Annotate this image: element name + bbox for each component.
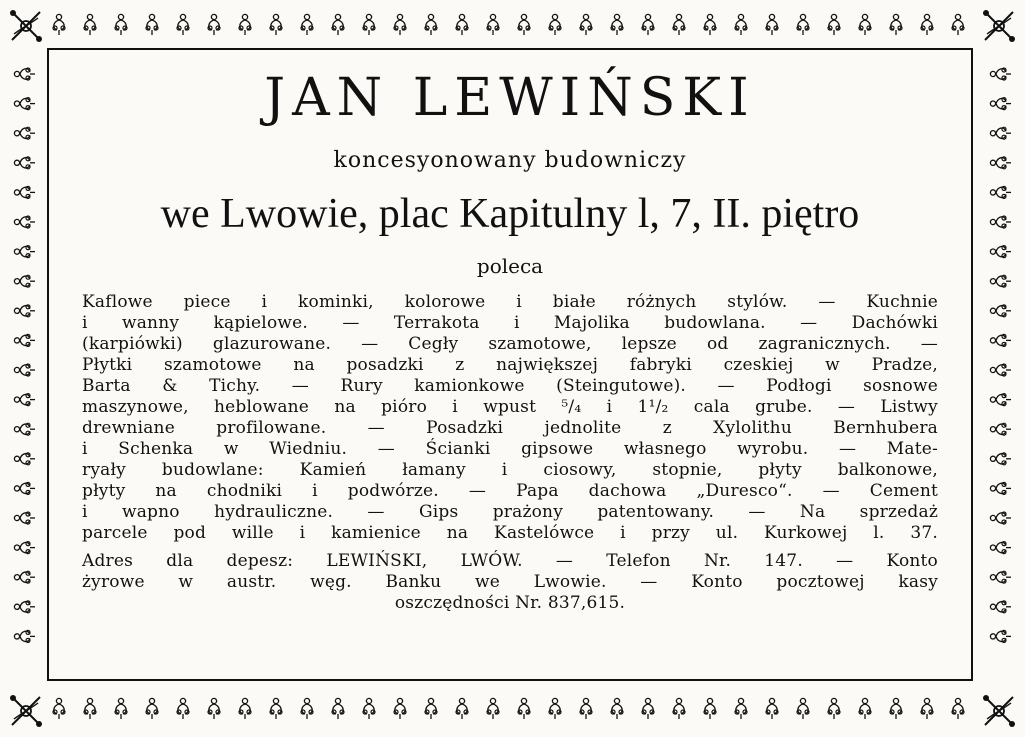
fleuron-icon [14,68,35,80]
text-line: Barta & Tichy. — Rury kamionkowe (Steingutowe). — Podłogi sosnowe [82,376,938,396]
profession-line: koncesyonowany budowniczy [333,148,687,173]
fleuron-icon [642,14,654,35]
fleuron-icon [53,698,65,719]
fleuron-icon [859,698,871,719]
fleuron-icon [14,482,35,494]
fleuron-icon [990,216,1011,228]
fleuron-icon [14,334,35,346]
fleuron-icon [332,14,344,35]
fleuron-icon [952,14,964,35]
fleuron-icon [146,14,158,35]
fleuron-icon [14,127,35,139]
fleuron-icon [14,512,35,524]
fleuron-icon [921,698,933,719]
fleuron-icon [14,630,35,642]
corner-flourish-icon [10,695,42,727]
fleuron-icon [115,14,127,35]
product-list [82,292,938,614]
text-line: Płytki szamotowe na posadzki z największej fabryki czeskiej w Pradze, [82,355,938,375]
fleuron-icon [208,698,220,719]
text-line: ryały budowlane: Kamień łamany i ciosowy, stopnie, płyty balkonowe, [82,460,938,480]
fleuron-icon [239,14,251,35]
contact-line: oszczędności Nr. 837,615. [394,593,626,613]
fleuron-icon [990,394,1011,406]
text-line: i wapno hydrauliczne. — Gips prażony patentowany. — Na sprzedaż [82,502,938,522]
fleuron-icon [14,157,35,169]
fleuron-icon [456,698,468,719]
fleuron-icon [990,571,1011,583]
fleuron-icon [611,698,623,719]
fleuron-icon [642,698,654,719]
fleuron-icon [14,571,35,583]
recommends-line: poleca [476,254,544,278]
fleuron-icon [14,246,35,258]
fleuron-icon [239,698,251,719]
fleuron-icon [394,14,406,35]
fleuron-icon [14,216,35,228]
fleuron-icon [487,14,499,35]
fleuron-icon [549,14,561,35]
fleuron-icon [14,453,35,465]
text-line: (karpiówki) glazurowane. — Cegły szamotowe, lepsze od zagranicznych. — [82,334,938,354]
fleuron-icon [704,14,716,35]
text-line: i wanny kąpielowe. — Terrakota i Majolika budowlana. — Dachówki [82,313,938,333]
fleuron-icon [735,698,747,719]
fleuron-icon [828,698,840,719]
fleuron-icon [518,698,530,719]
fleuron-icon [990,246,1011,258]
fleuron-icon [14,186,35,198]
fleuron-icon [332,698,344,719]
fleuron-icon [14,275,35,287]
fleuron-icon [270,698,282,719]
fleuron-icon [580,698,592,719]
fleuron-icon [456,14,468,35]
fleuron-icon [301,698,313,719]
fleuron-icon [990,482,1011,494]
fleuron-icon [990,453,1011,465]
fleuron-icon [14,394,35,406]
text-line: Kaflowe piece i kominki, kolorowe i białe różnych stylów. — Kuchnie [82,292,938,312]
fleuron-icon [425,698,437,719]
contact-line: Adres dla depesz: LEWIŃSKI, LWÓW. — Telefon Nr. 147. — Konto [82,551,938,571]
contact-line: żyrowe w austr. węg. Banku we Lwowie. — Konto pocztowej kasy [82,572,938,592]
fleuron-icon [859,14,871,35]
fleuron-icon [394,698,406,719]
fleuron-icon [14,601,35,613]
text-line: i Schenka w Wiedniu. — Ścianki gipsowe własnego wyrobu. — Mate- [82,439,938,459]
fleuron-icon [990,512,1011,524]
corner-flourish-icon [983,10,1015,42]
text-line: płyty na chodniki i podwórze. — Papa dachowa „Duresco“. — Cement [82,481,938,501]
fleuron-icon [673,14,685,35]
fleuron-icon [990,157,1011,169]
section-gap [82,544,938,551]
fleuron-icon [14,423,35,435]
fleuron-icon [208,14,220,35]
fleuron-icon [797,14,809,35]
fleuron-icon [990,186,1011,198]
fleuron-icon [115,698,127,719]
fleuron-icon [990,630,1011,642]
fleuron-icon [673,698,685,719]
fleuron-icon [990,127,1011,139]
fleuron-icon [990,364,1011,376]
fleuron-icon [990,275,1011,287]
fleuron-icon [890,14,902,35]
fleuron-icon [14,305,35,317]
fleuron-icon [704,698,716,719]
fleuron-icon [14,98,35,110]
fleuron-icon [990,334,1011,346]
fleuron-icon [14,542,35,554]
fleuron-icon [146,698,158,719]
text-line: maszynowe, heblowane na pióro i wpust ⁵/₄ i 1¹/₂ cala grube. — Listwy [82,397,938,417]
address-line: we Lwowie, plac Kapitulny l, 7, II. piętro [160,191,860,237]
fleuron-icon [363,14,375,35]
fleuron-icon [990,601,1011,613]
fleuron-icon [990,68,1011,80]
fleuron-icon [301,14,313,35]
advertiser-name: JAN LEWIŃSKI [264,68,756,128]
fleuron-icon [611,14,623,35]
fleuron-icon [53,14,65,35]
corner-flourish-icon [983,695,1015,727]
fleuron-icon [14,364,35,376]
fleuron-icon [177,698,189,719]
fleuron-icon [990,98,1011,110]
fleuron-icon [487,698,499,719]
fleuron-icon [952,698,964,719]
fleuron-icon [84,14,96,35]
fleuron-icon [84,698,96,719]
fleuron-icon [580,14,592,35]
text-line: parcele pod wille i kamienice na Kastelówce i przy ul. Kurkowej l. 37. [82,523,938,543]
fleuron-icon [766,14,778,35]
fleuron-icon [797,698,809,719]
fleuron-icon [990,423,1011,435]
fleuron-icon [828,14,840,35]
fleuron-icon [363,698,375,719]
fleuron-icon [177,14,189,35]
text-line: drewniane profilowane. — Posadzki jednolite z Xylolithu Bernhubera [82,418,938,438]
fleuron-icon [549,698,561,719]
fleuron-icon [990,542,1011,554]
corner-flourish-icon [10,10,42,42]
fleuron-icon [425,14,437,35]
fleuron-icon [766,698,778,719]
fleuron-icon [890,698,902,719]
fleuron-icon [735,14,747,35]
fleuron-icon [270,14,282,35]
fleuron-icon [518,14,530,35]
fleuron-icon [921,14,933,35]
fleuron-icon [990,305,1011,317]
